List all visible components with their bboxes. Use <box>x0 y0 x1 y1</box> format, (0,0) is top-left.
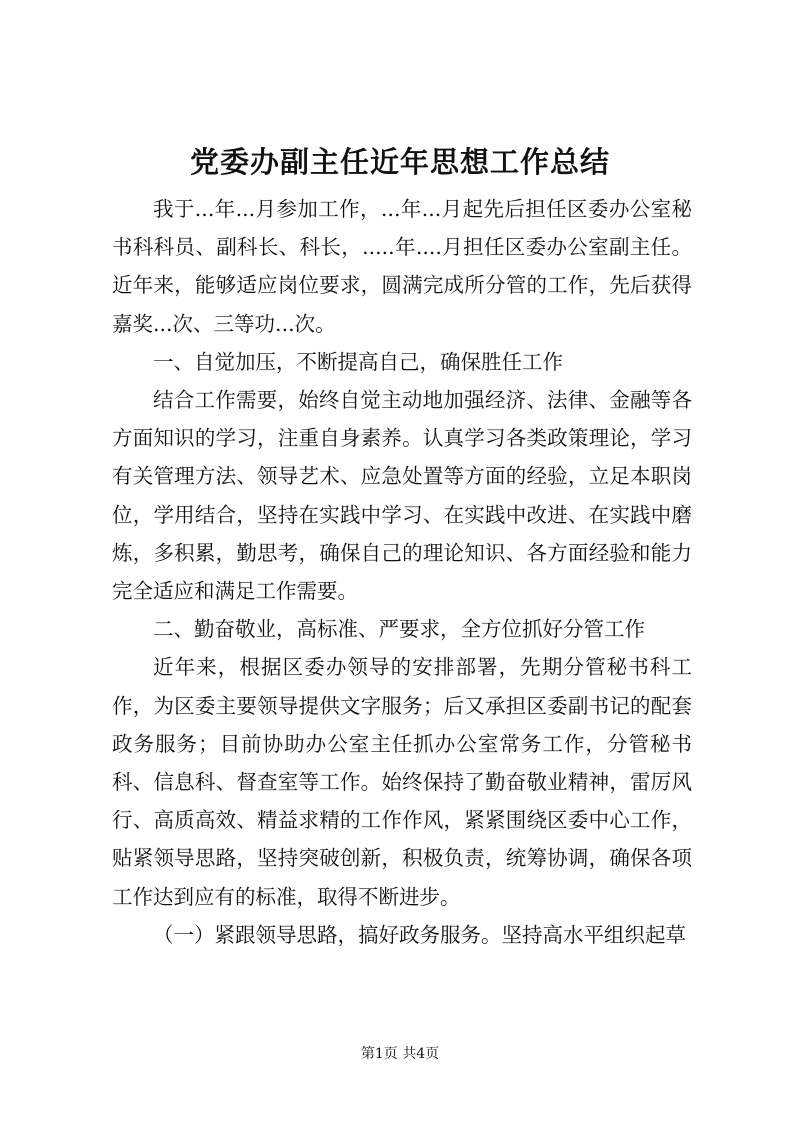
page-footer: 第1页 共4页 <box>360 1046 440 1062</box>
paragraph-intro: 我于...年...月参加工作，...年...月起先后担任区委办公室秘书科科员、副科长、科长，.....年....月担任区委办公室副主任。近年来，能够适应岗位要求，圆满完成所分管的工作，先后获得嘉奖...次、三等功...次。 <box>112 197 692 336</box>
section-heading-1: 一、自觉加压，不断提高自己，确保胜任工作 <box>153 349 563 374</box>
document-title: 党委办副主任近年思想工作总结 <box>189 145 610 179</box>
paragraph-section-2: 近年来，根据区委办领导的安排部署，先期分管秘书科工作，为区委主要领导提供文字服务；后又承担区委副书记的配套政务服务；目前协助办公室主任抓办公室常务工作，分管秘书科、信息科、督查室等工作。始终保持了勤奋敬业精神，雷厉风行、高质高效、精益求精的工作作风，紧紧围绕区委中心工作，贴紧领导思路，坚持突破创新，积极负责，统筹协调，确保各项工作达到应有的标准，取得不断进步。 <box>112 655 692 909</box>
paragraph-section-1: 结合工作需要，始终自觉主动地加强经济、法律、金融等各方面知识的学习，注重自身素养。认真学习各类政策理论，学习有关管理方法、领导艺术、应急处置等方面的经验，立足本职岗位，学用结合，坚持在实践中学习、在实践中改进、在实践中磨炼，多积累，勤思考，确保自己的理论知识、各方面经验和能力完全适应和满足工作需要。 <box>112 388 692 604</box>
subsection-heading-1: （一）紧跟领导思路，搞好政务服务。坚持高水平组织起草 <box>153 922 686 947</box>
section-heading-2: 二、勤奋敬业，高标准、严要求，全方位抓好分管工作 <box>153 617 645 642</box>
document-body <box>112 190 692 954</box>
